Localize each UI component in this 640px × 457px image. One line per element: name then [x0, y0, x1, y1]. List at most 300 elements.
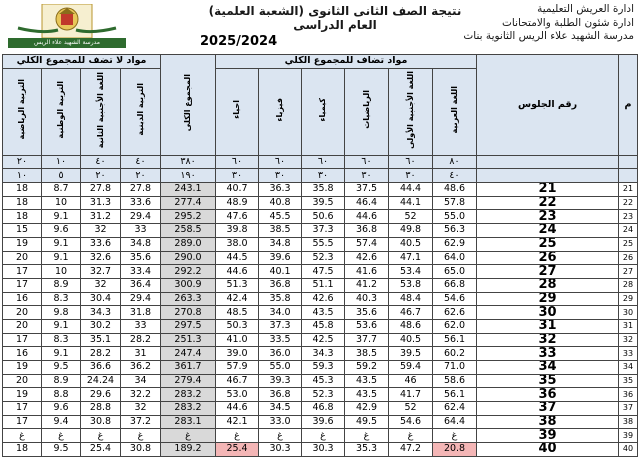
cell-seat: 33 [477, 347, 619, 361]
cell-first-lang: 48.6 [389, 319, 433, 333]
cell-seat: 21 [477, 183, 619, 197]
cell-national: 9.1 [42, 347, 81, 361]
table-row [3, 183, 638, 197]
min-mark: ٢٠ [81, 169, 121, 183]
cell-idx: 37 [619, 402, 638, 416]
cell-total: 283.2 [161, 388, 216, 402]
cell-chem: 51.1 [302, 278, 345, 292]
cell-chem: 30.3 [302, 443, 345, 457]
cell-arabic: 48.6 [433, 183, 477, 197]
cell-phys: 36.0 [259, 347, 302, 361]
table-row [3, 333, 638, 347]
cell-second-lang: 32 [81, 224, 121, 238]
cell-national: 8.8 [42, 388, 81, 402]
cell-first-lang: 47.2 [389, 443, 433, 457]
cell-arabic: 55.0 [433, 210, 477, 224]
cell-math: 43.5 [345, 374, 389, 388]
cell-religion: 36.4 [121, 278, 161, 292]
table-row [3, 210, 638, 224]
cell-phys: 40.8 [259, 196, 302, 210]
table-row [3, 196, 638, 210]
cell-seat: 38 [477, 415, 619, 429]
cell-idx: 27 [619, 265, 638, 279]
cell-second-lang: 32 [81, 278, 121, 292]
cell-idx: 31 [619, 319, 638, 333]
cell-idx: 38 [619, 415, 638, 429]
min-mark: ٥ [42, 169, 81, 183]
cell-idx: 34 [619, 361, 638, 375]
page-header [0, 0, 640, 54]
max-mark: ٨٠ [433, 155, 477, 169]
cell-arabic: 56.1 [433, 388, 477, 402]
cell-national: 9.8 [42, 306, 81, 320]
cell-arabic: 62.0 [433, 319, 477, 333]
cell-phys: 30.3 [259, 443, 302, 457]
cell-chem: 47.5 [302, 265, 345, 279]
cell-national: 8.3 [42, 292, 81, 306]
cell-sport: غ [3, 429, 42, 443]
cell-religion: 36.2 [121, 361, 161, 375]
cell-religion: 29.4 [121, 210, 161, 224]
empty-cell [477, 169, 619, 183]
cell-idx: 24 [619, 224, 638, 238]
cell-idx: 32 [619, 333, 638, 347]
cell-second-lang: 24.24 [81, 374, 121, 388]
cell-religion: 32.2 [121, 388, 161, 402]
cell-sport: 19 [3, 388, 42, 402]
cell-chem: 46.8 [302, 402, 345, 416]
cell-seat: 30 [477, 306, 619, 320]
cell-chem: 37.3 [302, 224, 345, 238]
subject-header: الرياضيات [345, 68, 389, 155]
max-mark: ٦٠ [302, 155, 345, 169]
table-row [3, 278, 638, 292]
subject-header: التربية الوطنية [42, 68, 81, 155]
cell-bio: 25.4 [216, 443, 259, 457]
cell-first-lang: 49.8 [389, 224, 433, 238]
cell-idx: 26 [619, 251, 638, 265]
cell-seat: 34 [477, 361, 619, 375]
cell-second-lang: 29.6 [81, 388, 121, 402]
cell-total: 258.5 [161, 224, 216, 238]
cell-math: 44.6 [345, 210, 389, 224]
cell-bio: 39.8 [216, 224, 259, 238]
cell-math: 38.5 [345, 347, 389, 361]
cell-arabic: 57.8 [433, 196, 477, 210]
cell-total: غ [161, 429, 216, 443]
cell-arabic: 56.1 [433, 333, 477, 347]
cell-arabic: 20.8 [433, 443, 477, 457]
cell-national: 9.5 [42, 361, 81, 375]
cell-idx: 40 [619, 443, 638, 457]
cell-total: 279.4 [161, 374, 216, 388]
cell-math: 42.9 [345, 402, 389, 416]
results-table [2, 54, 638, 457]
cell-religion: 35.6 [121, 251, 161, 265]
cell-first-lang: 53.4 [389, 265, 433, 279]
cell-total: 277.4 [161, 196, 216, 210]
cell-arabic: 65.0 [433, 265, 477, 279]
cell-idx: 39 [619, 429, 638, 443]
cell-bio: 44.6 [216, 402, 259, 416]
cell-math: 41.2 [345, 278, 389, 292]
cell-math: 49.5 [345, 415, 389, 429]
cell-arabic: 62.4 [433, 402, 477, 416]
cell-phys: 34.8 [259, 237, 302, 251]
min-mark: ٣٠ [302, 169, 345, 183]
cell-second-lang: 32.7 [81, 265, 121, 279]
col-index-header: م [619, 55, 638, 156]
table-row [3, 319, 638, 333]
max-mark: ١٠ [42, 155, 81, 169]
administration-info [463, 3, 634, 44]
directorate-line: ادارة العريش التعليمية [537, 3, 634, 15]
subject-header: احياء [216, 68, 259, 155]
cell-second-lang: 36.6 [81, 361, 121, 375]
table-row [3, 429, 638, 443]
cell-sport: 18 [3, 183, 42, 197]
cell-arabic: 64.0 [433, 251, 477, 265]
group-not-added: مواد لا تضف للمجموع الكلي [3, 55, 161, 69]
cell-idx: 29 [619, 292, 638, 306]
academic-year-label: العام الدراسى [293, 18, 377, 32]
cell-first-lang: 40.5 [389, 333, 433, 347]
cell-arabic: 60.2 [433, 347, 477, 361]
cell-seat: 24 [477, 224, 619, 238]
cell-math: 41.6 [345, 265, 389, 279]
cell-sport: 17 [3, 278, 42, 292]
cell-phys: 34.0 [259, 306, 302, 320]
cell-chem: 42.5 [302, 333, 345, 347]
cell-seat: 27 [477, 265, 619, 279]
cell-national: 9.1 [42, 210, 81, 224]
cell-math: 35.3 [345, 443, 389, 457]
cell-bio: 44.6 [216, 265, 259, 279]
cell-total: 290.0 [161, 251, 216, 265]
cell-seat: 26 [477, 251, 619, 265]
cell-second-lang: 30.8 [81, 415, 121, 429]
cell-math: 37.7 [345, 333, 389, 347]
cell-arabic: 64.4 [433, 415, 477, 429]
subject-header: فيزياء [259, 68, 302, 155]
cell-total: 247.4 [161, 347, 216, 361]
cell-arabic: 71.0 [433, 361, 477, 375]
cell-bio: 51.3 [216, 278, 259, 292]
cell-bio: 46.7 [216, 374, 259, 388]
cell-phys: 45.5 [259, 210, 302, 224]
cell-national: 10 [42, 265, 81, 279]
cell-sport: 19 [3, 237, 42, 251]
cell-sport: 20 [3, 374, 42, 388]
cell-religion: 37.2 [121, 415, 161, 429]
table-row [3, 265, 638, 279]
table-row [3, 224, 638, 238]
cell-chem: 52.3 [302, 388, 345, 402]
cell-national: 8.9 [42, 278, 81, 292]
cell-math: 57.4 [345, 237, 389, 251]
min-mark: ٣٠ [345, 169, 389, 183]
cell-national: 10 [42, 196, 81, 210]
cell-first-lang: 44.4 [389, 183, 433, 197]
cell-seat: 23 [477, 210, 619, 224]
cell-seat: 37 [477, 402, 619, 416]
cell-phys: 34.5 [259, 402, 302, 416]
cell-idx: 30 [619, 306, 638, 320]
table-row [3, 251, 638, 265]
cell-total: 263.3 [161, 292, 216, 306]
cell-chem: 34.3 [302, 347, 345, 361]
min-mark: ٣٠ [389, 169, 433, 183]
cell-bio: 38.0 [216, 237, 259, 251]
cell-second-lang: 35.1 [81, 333, 121, 347]
cell-second-lang: 30.4 [81, 292, 121, 306]
school-emblem-icon [8, 4, 126, 38]
cell-seat: 32 [477, 333, 619, 347]
cell-second-lang: 31.3 [81, 196, 121, 210]
table-row [3, 374, 638, 388]
cell-second-lang: 32.6 [81, 251, 121, 265]
cell-first-lang: 52 [389, 402, 433, 416]
cell-first-lang: 59.4 [389, 361, 433, 375]
max-total: ٣٨٠ [161, 155, 216, 169]
cell-second-lang: غ [81, 429, 121, 443]
cell-total: 243.1 [161, 183, 216, 197]
cell-bio: 44.5 [216, 251, 259, 265]
cell-second-lang: 34.3 [81, 306, 121, 320]
cell-idx: 22 [619, 196, 638, 210]
cell-bio: 57.9 [216, 361, 259, 375]
subject-header: اللغة العربية [433, 68, 477, 155]
cell-phys: 36.8 [259, 278, 302, 292]
cell-seat: 28 [477, 278, 619, 292]
cell-sport: 18 [3, 443, 42, 457]
cell-religion: 28.2 [121, 333, 161, 347]
subject-header: اللغة الأجنبية الثانية [81, 68, 121, 155]
title-block [200, 4, 470, 49]
cell-bio: 41.0 [216, 333, 259, 347]
cell-national: 9.6 [42, 224, 81, 238]
cell-second-lang: 25.4 [81, 443, 121, 457]
table-row [3, 361, 638, 375]
cell-total: 283.1 [161, 415, 216, 429]
cell-first-lang: 46 [389, 374, 433, 388]
cell-math: 46.4 [345, 196, 389, 210]
cell-sport: 17 [3, 402, 42, 416]
cell-sport: 17 [3, 333, 42, 347]
min-mark: ٢٠ [121, 169, 161, 183]
table-row [3, 443, 638, 457]
cell-total: 295.2 [161, 210, 216, 224]
cell-sport: 16 [3, 347, 42, 361]
cell-phys: 39.3 [259, 374, 302, 388]
cell-chem: 42.6 [302, 292, 345, 306]
cell-national: 8.9 [42, 374, 81, 388]
subject-header: اللغة الأجنبية الأولى [389, 68, 433, 155]
cell-religion: 29.4 [121, 292, 161, 306]
cell-national: 9.4 [42, 415, 81, 429]
cell-chem: 59.3 [302, 361, 345, 375]
table-row [3, 388, 638, 402]
col-seat-header: رقم الجلوس [477, 55, 619, 156]
cell-bio: 42.1 [216, 415, 259, 429]
cell-second-lang: 28.8 [81, 402, 121, 416]
cell-phys: 35.8 [259, 292, 302, 306]
cell-phys: 55.0 [259, 361, 302, 375]
results-body [3, 55, 638, 457]
cell-total: 251.3 [161, 333, 216, 347]
cell-chem: 39.6 [302, 415, 345, 429]
cell-sport: 20 [3, 251, 42, 265]
cell-phys: 36.3 [259, 183, 302, 197]
min-mark: ٣٠ [216, 169, 259, 183]
cell-chem: 45.3 [302, 374, 345, 388]
cell-idx: 33 [619, 347, 638, 361]
cell-national: 9.1 [42, 237, 81, 251]
cell-phys: 40.1 [259, 265, 302, 279]
subject-header: التربية الرياضية [3, 68, 42, 155]
cell-phys: غ [259, 429, 302, 443]
cell-idx: 35 [619, 374, 638, 388]
cell-religion: 30.8 [121, 443, 161, 457]
cell-phys: 33.5 [259, 333, 302, 347]
cell-national: 9.5 [42, 443, 81, 457]
cell-national: 9.1 [42, 251, 81, 265]
cell-seat: 31 [477, 319, 619, 333]
cell-sport: 20 [3, 306, 42, 320]
min-marks-row [3, 169, 638, 183]
cell-religion: غ [121, 429, 161, 443]
cell-total: 297.5 [161, 319, 216, 333]
cell-sport: 15 [3, 224, 42, 238]
cell-idx: 21 [619, 183, 638, 197]
cell-phys: 33.0 [259, 415, 302, 429]
cell-bio: 48.5 [216, 306, 259, 320]
cell-bio: 50.3 [216, 319, 259, 333]
cell-first-lang: 44.1 [389, 196, 433, 210]
max-mark: ٤٠ [81, 155, 121, 169]
max-mark: ٦٠ [259, 155, 302, 169]
max-mark: ٤٠ [121, 155, 161, 169]
col-total-header: المجموع الكلى [161, 55, 216, 156]
cell-chem: 43.5 [302, 306, 345, 320]
cell-sport: 19 [3, 361, 42, 375]
cell-bio: غ [216, 429, 259, 443]
cell-math: 37.5 [345, 183, 389, 197]
department-line: ادارة شئون الطلبة والامتحانات [502, 16, 634, 29]
cell-bio: 40.7 [216, 183, 259, 197]
cell-national: غ [42, 429, 81, 443]
table-row [3, 237, 638, 251]
cell-first-lang: 46.7 [389, 306, 433, 320]
cell-bio: 42.4 [216, 292, 259, 306]
cell-religion: 33.4 [121, 265, 161, 279]
cell-math: 35.6 [345, 306, 389, 320]
cell-phys: 37.3 [259, 319, 302, 333]
cell-religion: 27.8 [121, 183, 161, 197]
cell-bio: 53.0 [216, 388, 259, 402]
cell-seat: 40 [477, 443, 619, 457]
min-mark: ٤٠ [433, 169, 477, 183]
cell-total: 361.7 [161, 361, 216, 375]
cell-phys: 38.5 [259, 224, 302, 238]
cell-arabic: 54.6 [433, 292, 477, 306]
cell-arabic: 58.6 [433, 374, 477, 388]
max-mark: ٦٠ [216, 155, 259, 169]
cell-chem: 35.8 [302, 183, 345, 197]
cell-arabic: 56.3 [433, 224, 477, 238]
cell-bio: 39.0 [216, 347, 259, 361]
cell-math: 40.3 [345, 292, 389, 306]
cell-second-lang: 31.2 [81, 210, 121, 224]
cell-religion: 33.6 [121, 196, 161, 210]
cell-national: 8.7 [42, 183, 81, 197]
cell-total: 300.9 [161, 278, 216, 292]
empty-cell [619, 169, 638, 183]
logo-caption: مدرسة الشهيد علاء الريس [8, 38, 126, 48]
cell-total: 189.2 [161, 443, 216, 457]
cell-phys: 36.8 [259, 388, 302, 402]
max-mark: ٦٠ [389, 155, 433, 169]
cell-math: غ [345, 429, 389, 443]
cell-arabic: غ [433, 429, 477, 443]
table-row [3, 292, 638, 306]
cell-seat: 39 [477, 429, 619, 443]
cell-chem: 52.3 [302, 251, 345, 265]
cell-seat: 29 [477, 292, 619, 306]
cell-idx: 36 [619, 388, 638, 402]
cell-chem: 45.8 [302, 319, 345, 333]
cell-second-lang: 30.2 [81, 319, 121, 333]
academic-year: 2025/2024 [200, 34, 278, 49]
cell-first-lang: 48.4 [389, 292, 433, 306]
group-added: مواد تضاف للمجموع الكلي [216, 55, 477, 69]
cell-first-lang: 54.6 [389, 415, 433, 429]
table-row [3, 415, 638, 429]
group-header-row [3, 55, 638, 69]
cell-seat: 22 [477, 196, 619, 210]
min-mark: ١٠ [3, 169, 42, 183]
cell-seat: 36 [477, 388, 619, 402]
cell-religion: 34.8 [121, 237, 161, 251]
table-row [3, 402, 638, 416]
cell-math: 36.8 [345, 224, 389, 238]
cell-math: 53.6 [345, 319, 389, 333]
cell-seat: 35 [477, 374, 619, 388]
cell-first-lang: 47.1 [389, 251, 433, 265]
max-mark: ٢٠ [3, 155, 42, 169]
cell-math: 59.2 [345, 361, 389, 375]
cell-math: 42.6 [345, 251, 389, 265]
cell-religion: 31 [121, 347, 161, 361]
table-row [3, 306, 638, 320]
subject-header: كيمياء [302, 68, 345, 155]
cell-first-lang: 39.5 [389, 347, 433, 361]
cell-second-lang: 28.2 [81, 347, 121, 361]
cell-idx: 23 [619, 210, 638, 224]
cell-first-lang: غ [389, 429, 433, 443]
cell-first-lang: 41.7 [389, 388, 433, 402]
school-logo [8, 4, 126, 50]
cell-bio: 48.9 [216, 196, 259, 210]
cell-religion: 34 [121, 374, 161, 388]
cell-total: 289.0 [161, 237, 216, 251]
cell-sport: 17 [3, 265, 42, 279]
cell-arabic: 62.9 [433, 237, 477, 251]
max-mark: ٦٠ [345, 155, 389, 169]
cell-chem: 39.5 [302, 196, 345, 210]
cell-chem: غ [302, 429, 345, 443]
cell-total: 270.8 [161, 306, 216, 320]
